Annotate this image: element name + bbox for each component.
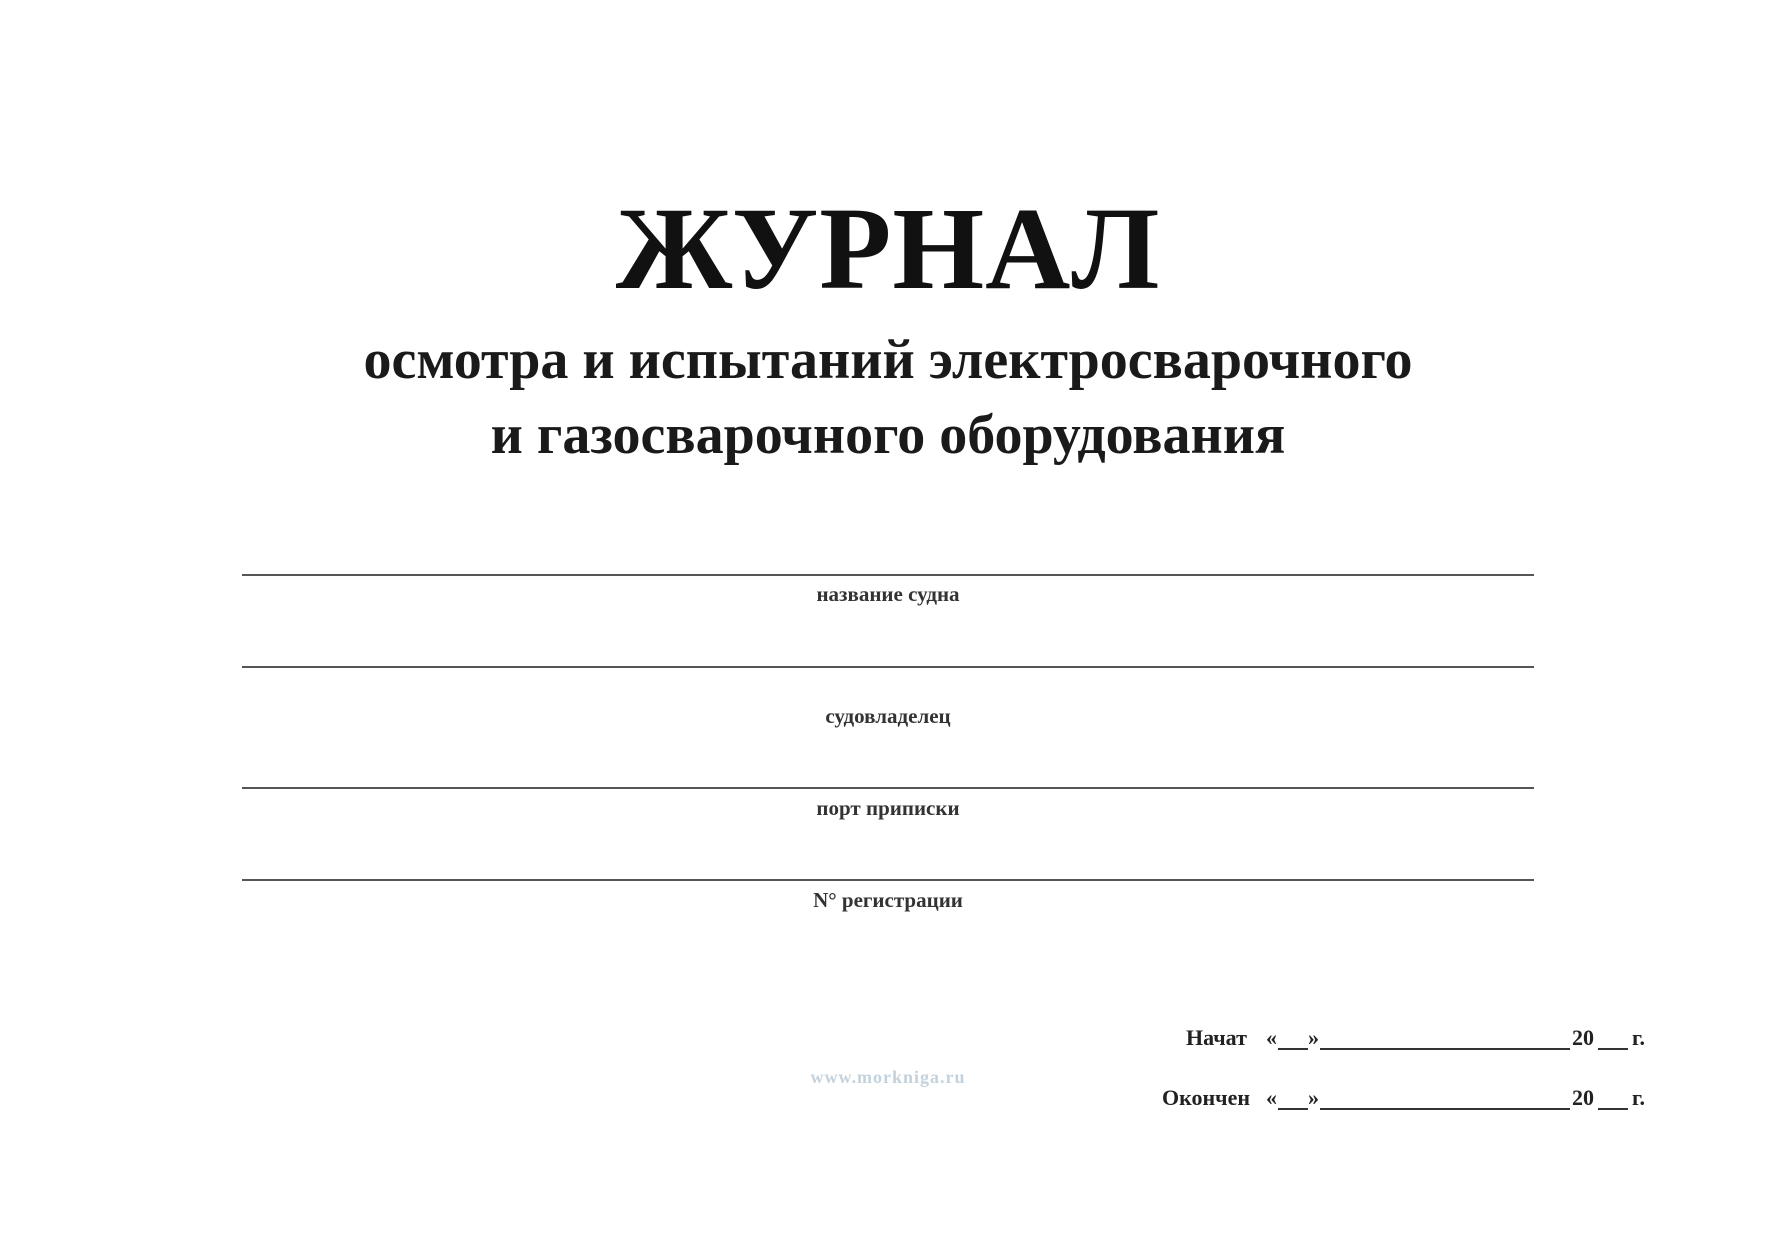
ship-name-line xyxy=(242,574,1534,576)
day-blank xyxy=(1278,1048,1308,1050)
year-prefix: 20 xyxy=(1572,1025,1594,1050)
finished-label: Окончен xyxy=(1162,1085,1251,1110)
started-date-row xyxy=(1130,1027,1660,1057)
home-port-label: порт приписки xyxy=(816,796,960,820)
home-port-line xyxy=(242,787,1534,789)
ship-owner-label: судовладелец xyxy=(825,704,951,728)
ship-name-label: название судна xyxy=(816,582,960,606)
day-blank xyxy=(1278,1108,1308,1110)
finished-date-row xyxy=(1130,1087,1660,1117)
month-blank xyxy=(1320,1048,1570,1050)
year-blank xyxy=(1598,1108,1628,1110)
document-subtitle-line2: и газосварочного оборудования xyxy=(490,404,1286,466)
document-title: ЖУРНАЛ xyxy=(615,183,1161,314)
month-blank xyxy=(1320,1108,1570,1110)
registration-line xyxy=(242,879,1534,881)
watermark: www.morkniga.ru xyxy=(810,1067,966,1087)
open-quote: « xyxy=(1266,1085,1277,1110)
started-label: Начат xyxy=(1186,1025,1247,1050)
ship-owner-line xyxy=(242,666,1534,668)
registration-label: N° регистрации xyxy=(813,888,963,912)
close-quote: » xyxy=(1308,1025,1319,1050)
year-suffix: г. xyxy=(1632,1025,1646,1050)
open-quote: « xyxy=(1266,1025,1277,1050)
year-blank xyxy=(1598,1048,1628,1050)
year-prefix: 20 xyxy=(1572,1085,1594,1110)
year-suffix: г. xyxy=(1632,1085,1646,1110)
close-quote: » xyxy=(1308,1085,1319,1110)
document-subtitle-line1: осмотра и испытаний электросварочного xyxy=(363,329,1413,391)
